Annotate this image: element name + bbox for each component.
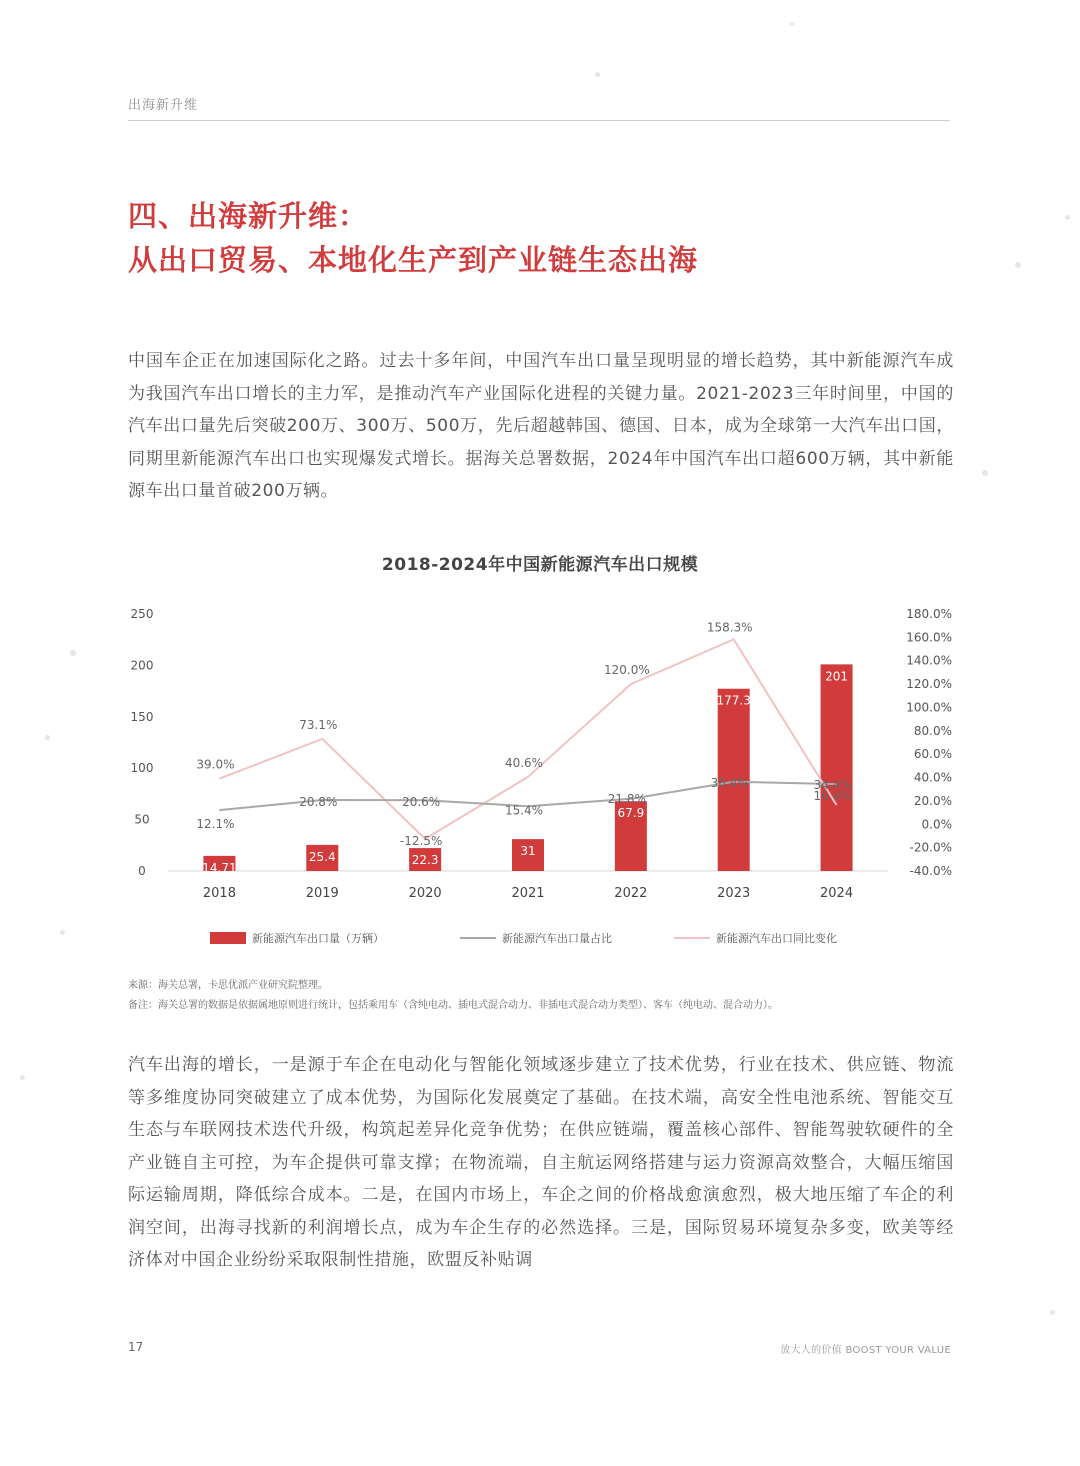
yoy-change-label: -12.5% bbox=[399, 833, 443, 848]
bar-value-label: 25.4 bbox=[308, 849, 336, 864]
section-title bbox=[128, 194, 968, 282]
y-right-tick-label: 20.0% bbox=[913, 793, 952, 808]
bar-value-label: 31 bbox=[520, 844, 536, 859]
y-left-tick-label: 0 bbox=[138, 864, 146, 878]
share-label: 21.8% bbox=[607, 791, 646, 806]
x-tick-label: 2023 bbox=[717, 886, 751, 901]
chart-title: 2018-2024年中国新能源汽车出口规模 bbox=[381, 555, 699, 575]
bar-value-label: 14.71 bbox=[202, 860, 237, 875]
bar-value-label: 22.3 bbox=[411, 853, 439, 868]
y-left-tick-label: 50 bbox=[134, 812, 150, 827]
y-right-tick-label: 80.0% bbox=[913, 723, 952, 738]
intro-paragraph: 中国车企正在加速国际化之路。过去十多年间，中国汽车出口量呈现明显的增长趋势，其中新能源汽车成为我国汽车出口增长的主力军，是推动汽车产业国际化进程的关键力量。2021-2023三年时间里，中国的汽车出口量先后突破200万、300万、500万，先后超越韩国、德国、日本，成为全球第一大汽车出口国，同期里新能源汽车出口也实现爆发式增长。据海关总署数据，2024年中国汽车出口超600万辆，其中新能源车出口量首破200万辆。 bbox=[128, 351, 954, 501]
x-tick-label: 2021 bbox=[511, 886, 545, 901]
x-tick-label: 2024 bbox=[820, 886, 854, 901]
share-label: 15.4% bbox=[504, 803, 544, 818]
x-tick-label: 2019 bbox=[305, 886, 339, 901]
section-title-line-2: 从出口贸易、本地化生产到产业链生态出海 bbox=[128, 243, 699, 277]
share-label: 34.4% bbox=[813, 778, 852, 793]
y-right-tick-label: 60.0% bbox=[913, 747, 952, 762]
y-right-tick-label: 180.0% bbox=[906, 607, 952, 621]
share-label: 20.8% bbox=[299, 794, 338, 809]
y-right-tick-label: 120.0% bbox=[906, 677, 952, 692]
y-right-tick-label: 140.0% bbox=[906, 653, 952, 668]
body-paragraph: 汽车出海的增长，一是源于车企在电动化与智能化领域逐步建立了技术优势，行业在技术、供应链、物流等多维度协同突破建立了成本优势，为国际化发展奠定了基础。在技术端，高安全性电池系统、智能交互生态与车联网技术迭代升级，构筑起差异化竞争优势；在供应链端，覆盖核心部件、智能驾驶软硬件的全产业链自主可控，为车企提供可靠支撑；在物流端，自主航运网络搭建与运力资源高效整合，大幅压缩国际运输周期，降低综合成本。二是，在国内市场上，车企之间的价格战愈演愈烈，极大地压缩了车企的利润空间，出海寻找新的利润增长点，成为车企生存的必然选择。三是，国际贸易环境复杂多变，欧美等经济体对中国企业纷纷采取限制性措施，欧盟反补贴调 bbox=[128, 1055, 954, 1270]
source-note: 来源：海关总署，卡思优派产业研究院整理。 bbox=[128, 980, 328, 991]
legend-label: 新能源汽车出口量占比 bbox=[502, 932, 612, 945]
y-right-tick-label: -40.0% bbox=[909, 864, 952, 878]
x-tick-label: 2022 bbox=[614, 886, 648, 901]
yoy-change-label: 120.0% bbox=[603, 663, 650, 678]
y-left-tick-label: 100 bbox=[130, 761, 154, 776]
legend-label: 新能源汽车出口量（万辆） bbox=[252, 932, 384, 945]
share-label: 20.6% bbox=[402, 795, 441, 810]
yoy-change-label: 73.1% bbox=[299, 717, 338, 732]
yoy-change-label: 40.6% bbox=[504, 755, 544, 770]
y-left-tick-label: 150 bbox=[130, 709, 154, 724]
export-chart bbox=[0, 600, 1080, 960]
share-label: 36.4% bbox=[710, 775, 749, 790]
remark-note: 备注：海关总署的数据是依据属地原则进行统计，包括乘用车（含纯电动、插电式混合动力、非插电式混合动力类型）、客车（纯电动、混合动力）。 bbox=[128, 1000, 778, 1011]
y-left-tick-label: 250 bbox=[130, 607, 154, 621]
bar-value-label: 177.3 bbox=[716, 693, 751, 708]
yoy-change-label: 16.4% bbox=[813, 789, 852, 804]
legend-label: 新能源汽车出口同比变化 bbox=[716, 932, 837, 945]
x-tick-label: 2020 bbox=[408, 886, 442, 901]
y-right-tick-label: 40.0% bbox=[913, 770, 952, 785]
header-section-label: 出海新升维 bbox=[128, 98, 199, 113]
legend-swatch-bar bbox=[210, 932, 246, 944]
section-title-line-1: 四、出海新升维： bbox=[128, 199, 369, 233]
bar-export-volume bbox=[821, 664, 853, 871]
yoy-change-label: 39.0% bbox=[196, 757, 235, 772]
header-divider bbox=[128, 120, 950, 121]
y-right-tick-label: 0.0% bbox=[921, 817, 952, 832]
y-right-tick-label: 160.0% bbox=[906, 630, 952, 645]
y-left-tick-label: 200 bbox=[130, 658, 154, 673]
footer-slogan: 放大人的价值 BOOST YOUR VALUE bbox=[780, 1345, 951, 1356]
y-right-tick-label: -20.0% bbox=[909, 840, 952, 855]
bar-value-label: 201 bbox=[825, 669, 849, 684]
page-number: 17 bbox=[128, 1340, 144, 1354]
bar-value-label: 67.9 bbox=[617, 806, 645, 821]
y-right-tick-label: 100.0% bbox=[906, 700, 952, 715]
share-label: 12.1% bbox=[196, 817, 235, 832]
yoy-change-label: 158.3% bbox=[706, 620, 753, 635]
x-tick-label: 2018 bbox=[202, 886, 236, 901]
